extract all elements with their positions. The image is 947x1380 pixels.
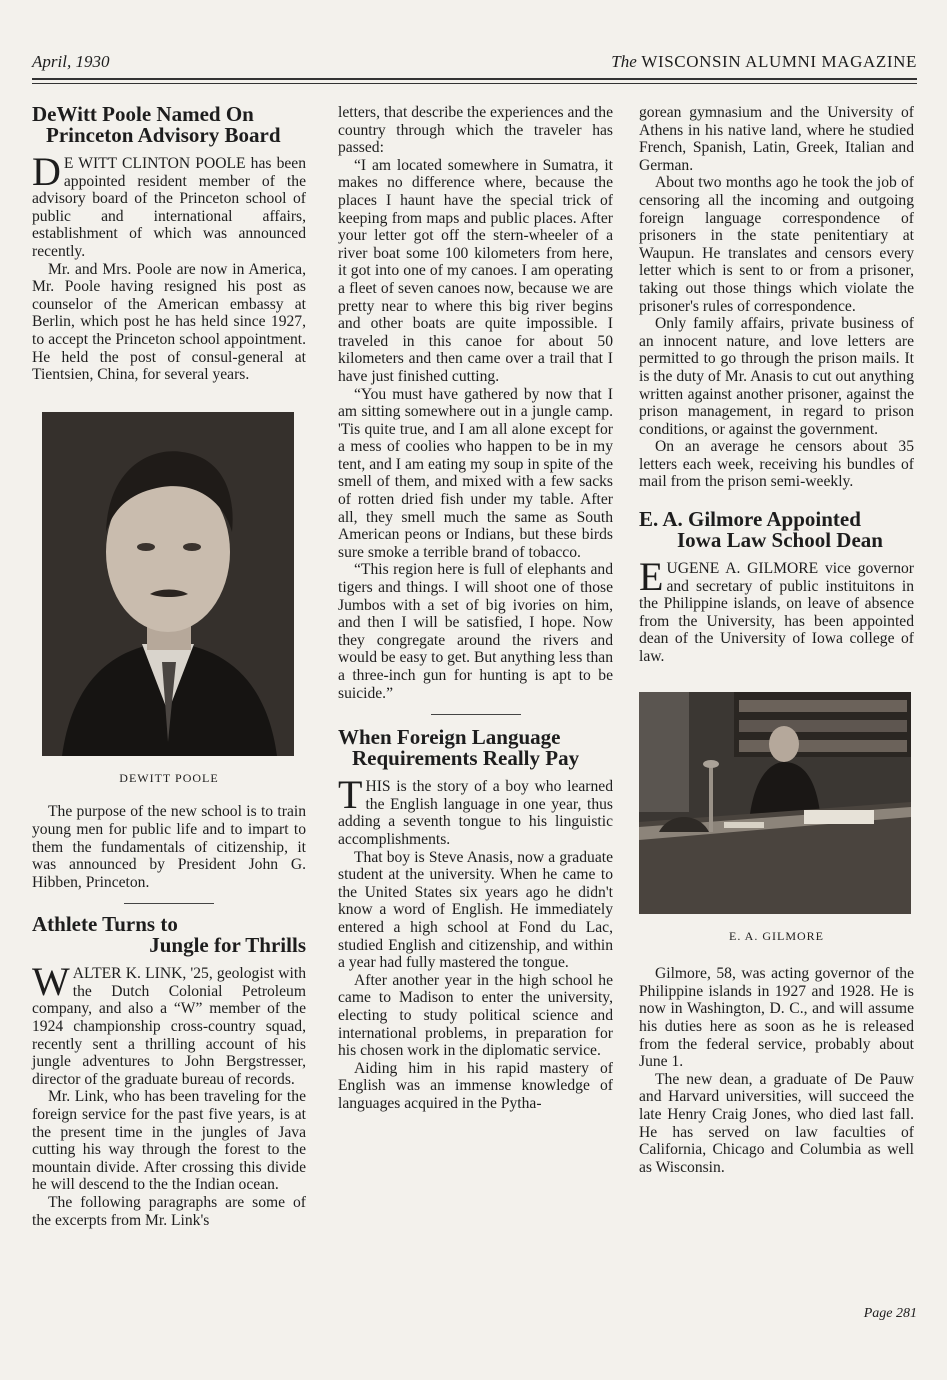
poole-headline-line1: DeWitt Poole Named On — [32, 102, 254, 126]
language-paragraph-7: On an average he censors about 35 letters each week, receiving his bundles of mail from the prison semi-weekly. — [639, 438, 914, 491]
header-rule-thin — [32, 83, 917, 84]
poole-photo-caption: DEWITT POOLE — [119, 770, 219, 785]
language-paragraph-1: THIS is the story of a boy who learned the English language in one year, thus adding a seventh tongue to his linguistic accomplishments. — [338, 772, 613, 848]
poole-dropcap: D — [32, 149, 61, 194]
poole-paragraph-1: D E WITT CLINTON POOLE has been appointed resident member of the advisory board of the Princeton school of public and international affairs, establishment of which was announced recently. — [32, 149, 306, 260]
link-paragraph-1: WALTER K. LINK, '25, geologist with the Dutch Colonial Petroleum company, and also a “W” member of the 1924 championship cross-country squad, recently sent a thrilling account of his jungle adventures to John Bergstresser, director of the graduate bureau of records. — [32, 959, 306, 1088]
language-paragraph-5: About two months ago he took the job of censoring all the incoming and outgoing foreign language correspondence of prisoners in the state penitentiary at Waupun. He translates and censors every letter which is sent to or from a prisoner, taking out those things which violate the prisoner's rules of correspondence. — [639, 174, 914, 315]
language-headline-line1: When Foreign Language — [338, 725, 561, 750]
language-dropcap: T — [338, 772, 363, 818]
poole-headline — [32, 104, 306, 146]
poole-paragraph-3: The purpose of the new school is to train young men for public life and to impart to them the fundamentals of citizenship, it was announced by President John G. Hibben, Princeton. — [32, 803, 306, 891]
poole-headline-line2: Princeton Advisory Board — [46, 123, 281, 147]
gilmore-photo — [639, 692, 911, 914]
language-headline — [338, 727, 613, 769]
gilmore-dropcap: E — [639, 554, 664, 600]
gilmore-paragraph-1: EUGENE A. GILMORE vice governor and secretary of public instituitons in the Philippine islands, on leave of absence from the University, has been appointed dean of the University of Iowa college of law. — [639, 554, 914, 666]
gilmore-headline-line1: E. A. Gilmore Appointed — [639, 507, 861, 532]
magazine-title-prefix: The — [611, 52, 637, 71]
portrait-illustration — [42, 412, 294, 756]
office-illustration — [639, 692, 911, 914]
gilmore-headline-line2: Iowa Law School Dean — [677, 528, 883, 553]
column-2 — [338, 104, 613, 1112]
column-3 — [639, 104, 914, 1176]
link-headline-line1: Athlete Turns to — [32, 912, 178, 937]
magazine-title — [611, 52, 917, 72]
dewitt-poole-photo — [42, 412, 294, 756]
gilmore-photo-caption: E. A. GILMORE — [729, 928, 824, 943]
gilmore-headline — [639, 509, 914, 551]
link-dropcap: W — [32, 959, 70, 1005]
language-paragraph-6: Only family affairs, private business of an innocent nature, and love letters are permitted to go through the prison mails. It is the duty of Mr. Anasis to cut out anything written against another prisoner, against the prison management, in regard to prison conditions, or against the government. — [639, 315, 914, 438]
link-headline-line2: Jungle for Thrills — [149, 933, 306, 958]
gilmore-paragraph-2: Gilmore, 58, was acting governor of the Philippine islands in 1927 and 1928. He is now in Washington, D. C., and will assume his duties here as soon as he is released from the federal service, probably about June 1. — [639, 965, 914, 1071]
link-quote-3: “This region here is full of elephants and tigers and things. I will shoot one of those Jumbos with a set of big ivories on him, and then I will be satisfied, I hope. Now they congregate around the rivers and would be easy to get. But anything less than a three-inch gun for hunting is apt to be suicide.” — [338, 561, 614, 702]
magazine-title-name: WISCONSIN ALUMNI MAGAZINE — [641, 52, 917, 71]
gilmore-paragraph-3: The new dean, a graduate of De Pauw and Harvard universities, will succeed the late Henry Craig Jones, who died last fall. He has served on law faculties of California, Chicago and Columbia as well as Wisconsin. — [639, 1070, 914, 1176]
link-quote-2: “You must have gathered by now that I am sitting somewhere out in a jungle camp. 'Tis quite true, and I am all alone except for a mess of coolies who happen to be in my tent, and I am eating my soup in spite of the smell of them, and mixed with a few sacks of rotten dried fish under my table. After all, they smell much the same as South American peons or Indians, but these birds sure smoke a terrible brand of tobacco. — [338, 385, 613, 561]
column-1 — [32, 104, 306, 1229]
header-rule-thick — [32, 78, 917, 80]
issue-date: April, 1930 — [32, 52, 110, 71]
link-paragraph-2: Mr. Link, who has been traveling for the foreign service for the past five years, is at the present time in the jungles of Java cutting his way through the forest to the mountain divide. After crossing this divide he will descend to the the Indian ocean. — [32, 1088, 306, 1194]
page-number: Page 281 — [863, 1306, 917, 1321]
language-paragraph-3: After another year in the high school he came to Madison to enter the university, electing to study political science and international problems, in preparation for his chosen work in the diplomatic service. — [338, 971, 613, 1060]
page-header — [32, 52, 917, 78]
link-headline — [32, 914, 306, 956]
language-paragraph-4b: gorean gymnasium and the University of Athens in his native land, where he studied French, Spanish, Latin, Greek, Italian and German. — [639, 104, 914, 174]
poole-paragraph-2: Mr. and Mrs. Poole are now in America, Mr. Poole having resigned his post as counselor of the American embassy at Berlin, which post he has held since 1927, to accept the Princeton school appointment. He held the post of consul-general at Tientsien, China, for several years. — [32, 260, 306, 384]
language-paragraph-2: That boy is Steve Anasis, now a graduate student at the university. When he came to the United States six years ago he didn't know a word of English. He immediately entered a high school at Fond du Lac, studied English and citizenship, and within a year had fully mastered the tongue. — [338, 848, 613, 972]
link-quote-1: “I am located somewhere in Sumatra, it makes no difference where, because the places I haunt have the special trick of keeping from maps and public places. After your letter got off the stern-wheeler of a river boat some 100 kilometers from here, it got into one of my canoes. I am operating a fleet of seven canoes now, because we are pretty near to where this big river begins and other boats are quite impossible. I traveled in this canoe for about 50 kilometers and then came over a trail that I have just finished cutting. — [338, 156, 613, 385]
language-headline-line2: Requirements Really Pay — [352, 746, 580, 771]
language-paragraph-4a: Aiding him in his rapid mastery of English was an immense knowledge of languages acquired in the Pytha- — [338, 1059, 613, 1112]
link-paragraph-3b: letters, that describe the experiences and the country through which the traveler has passed: — [338, 104, 613, 157]
link-paragraph-3a: The following paragraphs are some of the excerpts from Mr. Link's — [32, 1194, 306, 1229]
